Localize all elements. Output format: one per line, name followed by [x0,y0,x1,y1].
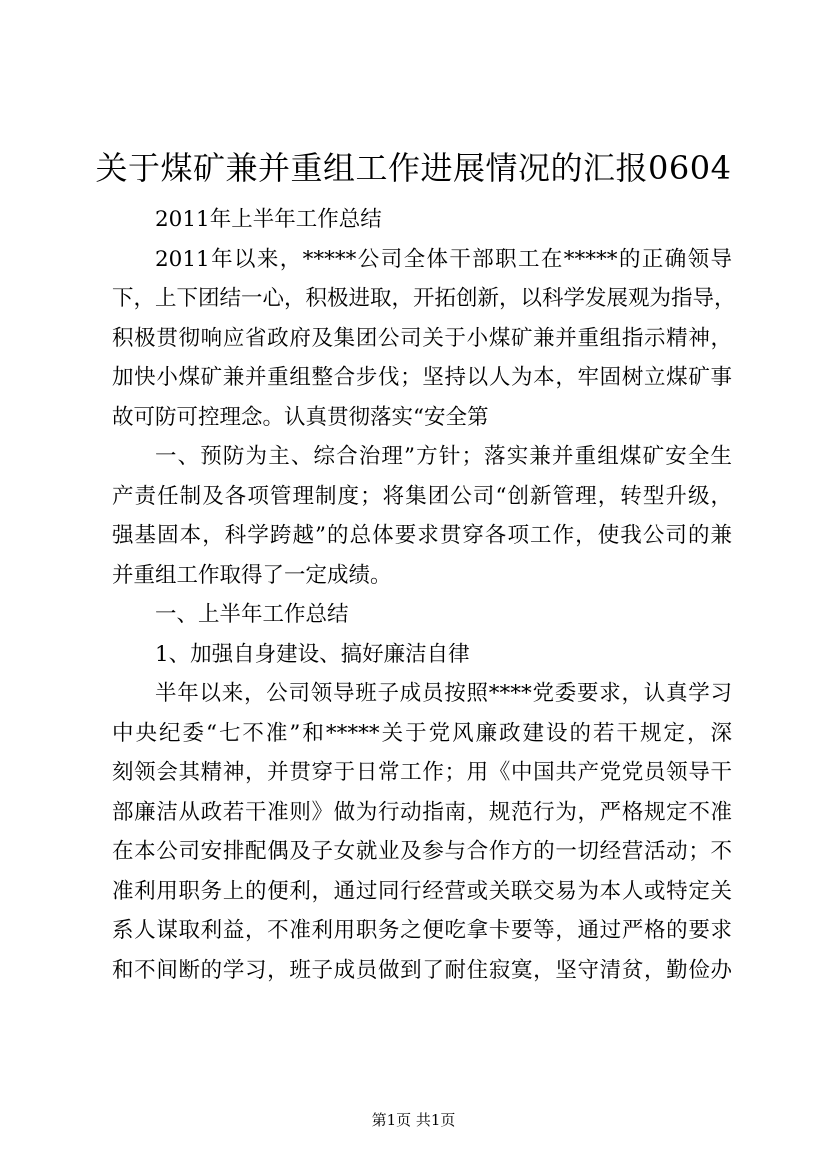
paragraph-line: 一、预防为主、综合治理”方针；落实兼并重组煤矿安全生 [155,444,732,469]
document-body [112,200,736,990]
document-title: 关于煤矿兼并重组工作进展情况的汇报0604 [95,149,732,187]
paragraph-line: 中央纪委“七不准”和*****关于党风廉政建设的若干规定，深 [112,720,732,746]
subsection-heading: 1、加强自身建设、搞好廉洁自律 [155,641,470,667]
paragraph-line: 2011年以来，*****公司全体干部职工在*****的正确领导 [155,246,732,272]
page-number-footer: 第1页 共1页 [371,1111,456,1129]
paragraph-line: 产责任制及各项管理制度；将集团公司“创新管理，转型升级， [112,483,732,509]
paragraph-line: 积极贯彻响应省政府及集团公司关于小煤矿兼并重组指示精神， [112,325,732,351]
paragraph-line: 下，上下团结一心，积极进取，开拓创新，以科学发展观为指导， [112,286,736,311]
paragraph-line: 加快小煤矿兼并重组整合步伐；坚持以人为本，牢固树立煤矿事 [112,365,732,390]
paragraph-line: 强基固本，科学跨越”的总体要求贯穿各项工作，使我公司的兼 [112,523,732,548]
paragraph-line: 并重组工作取得了一定成绩。 [112,562,392,588]
paragraph-line: 刻领会其精神，并贯穿于日常工作；用《中国共产党党员领导干 [112,760,732,785]
paragraph-line: 系人谋取利益，不准利用职务之便吃拿卡要等，通过严格的要求 [112,918,732,943]
section-heading: 一、上半年工作总结 [155,602,349,627]
paragraph-line: 准利用职务上的便利，通过同行经营或关联交易为本人或特定关 [112,878,732,904]
paragraph-line: 故可防可控理念。认真贯彻落实“安全第 [112,404,489,430]
paragraph-line: 部廉洁从政若干准则》做为行动指南，规范行为，严格规定不准 [112,799,732,825]
section-heading: 2011年上半年工作总结 [155,207,382,232]
paragraph-line: 半年以来，公司领导班子成员按照****党委要求，认真学习 [155,681,732,706]
paragraph-line: 在本公司安排配偶及子女就业及参与合作方的一切经营活动；不 [112,839,732,864]
paragraph-line: 和不间断的学习，班子成员做到了耐住寂寞，坚守清贫，勤俭办 [112,957,732,983]
